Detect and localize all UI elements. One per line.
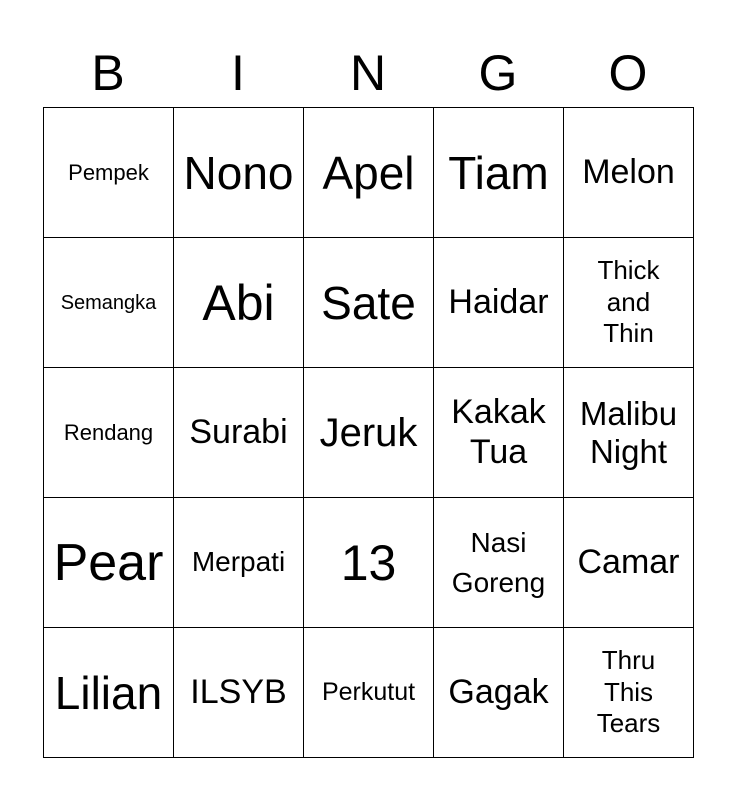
bingo-cell[interactable]: Pear [44,498,174,628]
bingo-cell[interactable]: Semangka [44,238,174,368]
header-letter-b: B [91,45,125,101]
bingo-cell[interactable]: Tiam [434,108,564,238]
bingo-cell[interactable]: Thru This Tears [564,628,694,758]
bingo-cell[interactable]: Haidar [434,238,564,368]
card-row-2 [44,238,694,368]
bingo-cell[interactable]: Sate [304,238,434,368]
bingo-cell[interactable]: Abi [174,238,304,368]
bingo-cell[interactable]: Merpati [174,498,304,628]
card-row-3 [44,368,694,498]
header-letter-n: N [349,45,387,101]
bingo-cell[interactable]: Perkutut [304,628,434,758]
bingo-cell[interactable]: Rendang [44,368,174,498]
bingo-cell[interactable]: Gagak [434,628,564,758]
header-letter-i: I [231,45,245,101]
bingo-cell[interactable]: Malibu Night [564,368,694,498]
bingo-cell[interactable]: 13 [304,498,434,628]
bingo-cell[interactable]: Pempek [44,108,174,238]
bingo-header [43,40,693,106]
bingo-cell[interactable]: Nono [174,108,304,238]
bingo-cell[interactable]: Apel [304,108,434,238]
bingo-cell[interactable]: Camar [564,498,694,628]
header-letter-o: O [608,45,648,101]
card-row-4 [44,498,694,628]
bingo-cell[interactable]: Nasi Goreng [434,498,564,628]
bingo-cell[interactable]: Lilian [44,628,174,758]
card-row-5 [44,628,694,758]
bingo-cell[interactable]: Kakak Tua [434,368,564,498]
bingo-cell[interactable]: Surabi [174,368,304,498]
header-letter-g: G [478,45,518,101]
bingo-cell[interactable]: ILSYB [174,628,304,758]
bingo-card [43,107,694,758]
bingo-cell[interactable]: Jeruk [304,368,434,498]
bingo-cell[interactable]: Melon [564,108,694,238]
bingo-cell[interactable]: Thick and Thin [564,238,694,368]
card-row-1 [44,108,694,238]
